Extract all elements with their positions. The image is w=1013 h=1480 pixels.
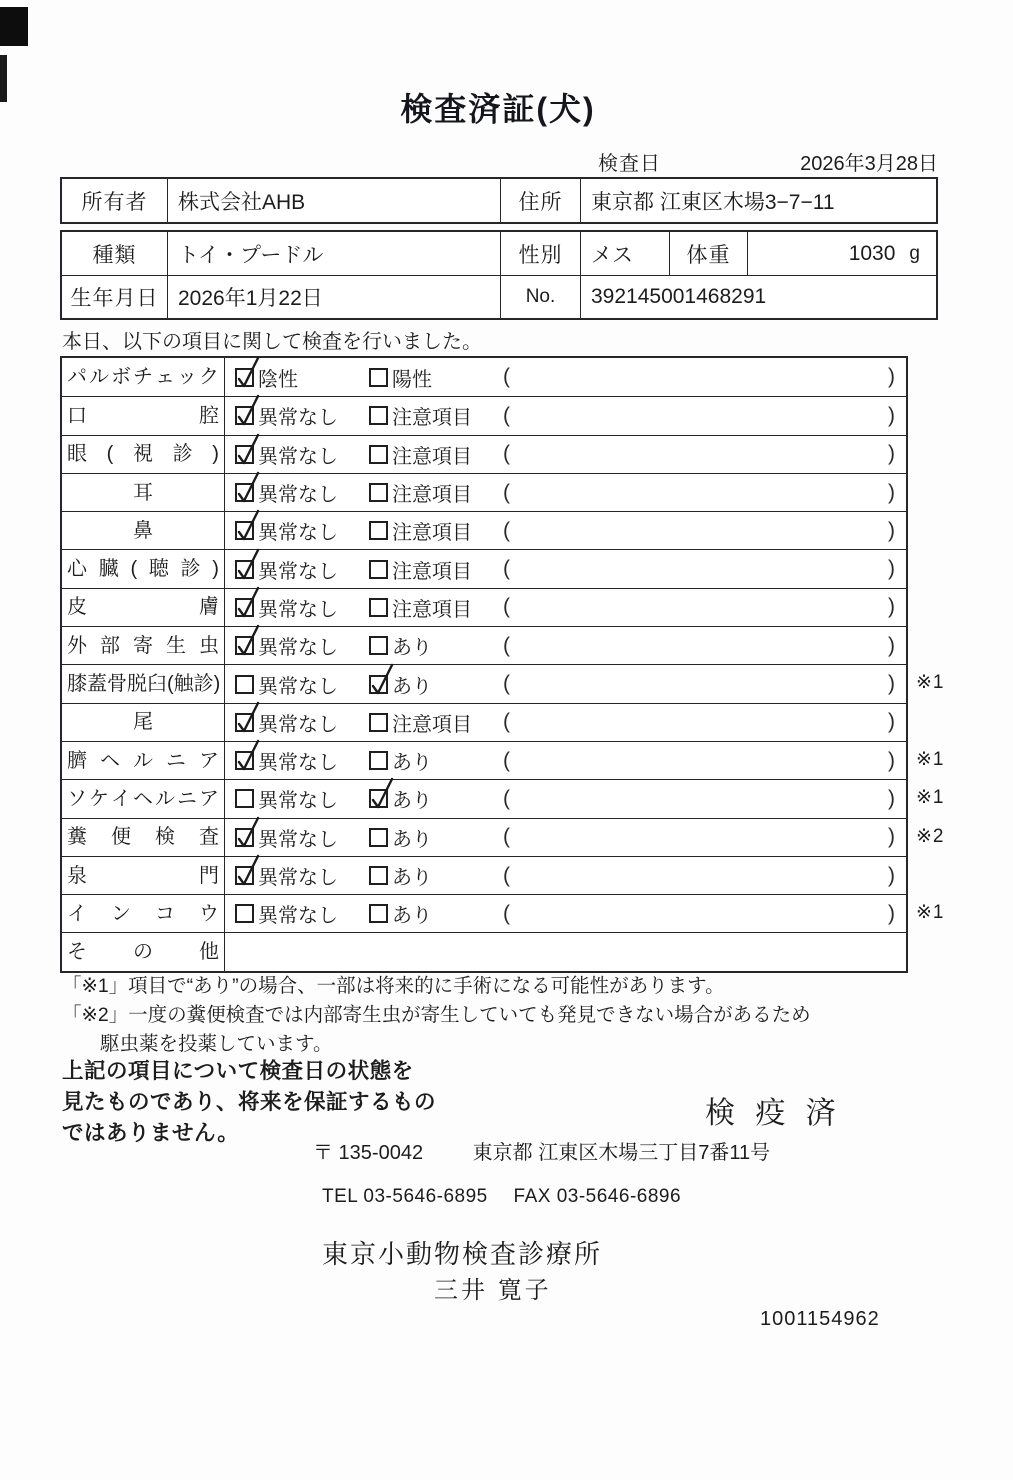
paren-open: ( [503,442,510,466]
option-normal [235,627,338,664]
option-normal [235,512,338,549]
paren-open: ( [503,365,510,389]
option-abnormal [369,512,472,549]
option-normal [235,474,338,511]
clinic-address: 東京都 江東区木場三丁目7番11号 [472,1142,771,1164]
inspection-item-result [225,819,906,856]
inspection-table [60,356,908,973]
inspection-row [62,511,906,549]
inspection-item-result [225,665,906,702]
option-label: あり [392,905,432,928]
checkbox[interactable] [235,866,254,885]
inspection-item-label: ソ ケ イ ヘ ル ニ ア [62,780,225,817]
inspection-item-result [225,512,906,549]
checkbox[interactable] [369,445,388,464]
option-abnormal [369,780,432,817]
postal-code: 〒 135-0042 [313,1142,424,1164]
inspection-item-label: 臍 ヘ ル ニ ア [62,742,225,779]
checkbox[interactable] [235,713,254,732]
paren-close: ) [888,748,895,772]
inspection-row [62,818,906,856]
inspection-item-result [225,704,906,741]
checkbox[interactable] [235,675,254,694]
weight-value [747,232,936,275]
quarantine-stamp-text: 検 疫 済 [705,1097,842,1130]
paren-open: ( [503,863,510,887]
inspection-item-result [225,627,906,664]
checkbox[interactable] [369,598,388,617]
inspection-item-label: 眼 ( 視 診 ) [62,436,225,473]
option-label: 異常なし [258,598,338,621]
inspection-item-label: 皮 膚 [62,589,225,626]
footnote-marker: ※1 [916,749,945,770]
paren-close: ) [888,672,895,696]
inspection-item-label: 耳 [62,474,225,511]
paren-open: ( [503,595,510,619]
option-label: あり [392,637,432,660]
checkbox[interactable] [369,789,388,808]
option-normal [235,665,338,702]
inspection-item-label: 口 腔 [62,397,225,434]
option-abnormal [369,589,472,626]
paren-open: ( [503,710,510,734]
option-normal [235,857,338,894]
inspection-item-result [225,933,906,970]
option-label: 注意項目 [392,445,472,468]
option-abnormal [369,704,472,741]
paren-close: ) [888,825,895,849]
pet-table [60,230,938,320]
serial-number: 1001154962 [760,1308,880,1330]
inspection-row [62,396,906,434]
checkbox[interactable] [235,560,254,579]
inspection-row [62,856,906,894]
option-label: 異常なし [258,407,338,430]
scan-artifact-mark [0,7,28,46]
owner-value: 株式会社AHB [167,179,500,222]
inspection-item-result [225,857,906,894]
checkbox[interactable] [235,406,254,425]
inspection-date-label: 検査日 [598,153,661,175]
address-label: 住所 [500,179,580,222]
inspection-row [62,549,906,587]
inspection-item-result [225,895,906,932]
checkbox[interactable] [235,636,254,655]
option-abnormal [369,358,432,396]
paren-close: ) [888,786,895,810]
checkbox[interactable] [235,904,254,923]
option-label: あり [392,675,432,698]
option-abnormal [369,742,432,779]
inspection-row [62,741,906,779]
option-abnormal [369,665,432,702]
option-abnormal [369,474,472,511]
inspection-row [62,932,906,970]
checkbox[interactable] [235,521,254,540]
footnotes [62,972,811,1059]
registration-no-value: 392145001468291 [580,276,936,318]
option-label: 異常なし [258,752,338,775]
option-normal [235,358,298,396]
option-label: 陽性 [392,368,432,391]
inspection-date-value: 2026年3月28日 [800,153,938,175]
sex-label: 性別 [500,232,580,275]
option-label: 異常なし [258,675,338,698]
checkbox[interactable] [369,828,388,847]
inspection-item-label: 心 臓 ( 聴 診 ) [62,550,225,587]
option-abnormal [369,895,432,932]
footnote-marker: ※1 [916,787,945,809]
clinic-postal-line [313,1136,770,1165]
paren-close: ) [888,365,895,389]
option-label: 異常なし [258,445,338,468]
footnote-2: 「※2」一度の糞便検査では内部寄生虫が寄生していても発見できない場合があるため [62,1004,811,1026]
option-label: 注意項目 [392,560,472,583]
inspection-item-result [225,550,906,587]
paren-close: ) [888,480,895,504]
checkbox[interactable] [235,368,254,387]
paren-close: ) [888,557,895,581]
inspection-item-label: 鼻 [62,512,225,549]
option-label: 異常なし [258,484,338,507]
option-abnormal [369,436,472,473]
clinic-name: 東京小動物検査診療所 [322,1239,603,1269]
clinic-tel-line [322,1186,681,1208]
checkbox[interactable] [235,751,254,770]
paren-close: ) [888,710,895,734]
inspection-row [62,626,906,664]
footnote-marker: ※1 [916,672,945,694]
breed-label: 種類 [92,243,137,267]
checkbox[interactable] [235,598,254,617]
inspection-item-result [225,589,906,626]
owner-table [60,177,938,224]
inspection-row [62,894,906,932]
checkbox[interactable] [369,560,388,579]
inspection-row [62,703,906,741]
footnote-2-continued: 駆虫薬を投薬しています。 [100,1033,333,1055]
paren-close: ) [888,442,895,466]
inspection-item-label: イ ン コ ウ [62,895,225,932]
inspection-row [62,664,906,702]
checkbox[interactable] [369,904,388,923]
paren-open: ( [503,748,510,772]
option-label: 注意項目 [392,484,472,507]
option-normal [235,780,338,817]
inspection-row [62,779,906,817]
inspection-item-label: 外 部 寄 生 虫 [62,627,225,664]
option-label: 異常なし [258,637,338,660]
paren-open: ( [503,518,510,542]
option-normal [235,589,338,626]
option-label: 注意項目 [392,713,472,736]
option-label: 異常なし [258,522,338,545]
address-value: 東京都 江東区木場3−7−11 [580,179,936,222]
inspection-item-result [225,397,906,434]
option-abnormal [369,397,472,434]
option-abnormal [369,857,432,894]
option-label: あり [392,752,432,775]
inspection-item-label: 尾 [62,704,225,741]
inspection-row [62,358,906,396]
dob-value: 2026年1月22日 [167,276,500,318]
disclaimer-line-1: 上記の項目について検査日の状態を [62,1059,414,1083]
checkbox[interactable] [369,368,388,387]
page-title: 検査済証(犬) [400,91,596,127]
disclaimer-line-2: 見たものであり、将来を保証するもの [62,1090,437,1114]
inspection-item-label: パ ル ボ チ ェ ッ ク [62,358,225,396]
option-normal [235,704,338,741]
option-label: 異常なし [258,560,338,583]
option-label: あり [392,828,432,851]
inspection-item-result [225,780,906,817]
option-normal [235,397,338,434]
paren-open: ( [503,901,510,925]
inspection-item-label: 糞 便 検 査 [62,819,225,856]
sex-value: メス [580,232,669,275]
option-label: 異常なし [258,905,338,928]
option-label: あり [392,867,432,889]
weight-number: 1030 [848,241,896,265]
checkbox[interactable] [369,636,388,655]
checkbox[interactable] [235,483,254,502]
option-abnormal [369,627,432,664]
footnote-1: 「※1」項目で“あり”の場合、一部は将来的に手術になる可能性があります。 [62,975,725,997]
paren-close: ) [888,901,895,925]
weight-label: 体重 [669,232,747,275]
veterinarian-name: 三井 寛子 [434,1277,552,1304]
inspection-row [62,588,906,626]
inspection-item-result [225,358,906,396]
option-abnormal [369,550,472,587]
inspection-row [62,473,906,511]
inspection-item-label: 泉 門 [62,857,225,894]
clinic-tel: TEL 03-5646-6895 [322,1186,488,1207]
option-normal [235,895,338,932]
paren-open: ( [503,672,510,696]
option-label: 陰性 [258,368,298,391]
checkbox[interactable] [235,828,254,847]
option-abnormal [369,819,432,856]
paren-open: ( [503,557,510,581]
inspection-item-label: そ の 他 [62,933,225,970]
inspection-item-label: 膝 蓋 骨 脱 臼 ( 触 診 ) [62,665,225,702]
option-normal [235,550,338,587]
paren-close: ) [888,633,895,657]
paren-close: ) [888,518,895,542]
inspection-item-result [225,436,906,473]
option-normal [235,819,338,856]
paren-open: ( [503,480,510,504]
checkbox[interactable] [369,521,388,540]
paren-close: ) [888,403,895,427]
inspection-item-result [225,474,906,511]
checkbox[interactable] [369,483,388,502]
option-normal [235,436,338,473]
inspection-row [62,435,906,473]
option-label: 異常なし [258,713,338,736]
breed-value: トイ・プードル [167,232,500,275]
dob-label: 生年月日 [70,287,159,310]
clinic-fax: FAX 03-5646-6896 [513,1186,682,1207]
paren-open: ( [503,403,510,427]
option-normal [235,742,338,779]
option-label: あり [392,790,432,813]
option-label: 異常なし [258,790,338,813]
paren-open: ( [503,633,510,657]
checkbox[interactable] [369,675,388,694]
owner-label: 所有者 [81,190,148,214]
option-label: 注意項目 [392,522,472,545]
disclaimer-line-3: ではありません。 [62,1121,240,1145]
paren-close: ) [888,595,895,619]
checkbox[interactable] [369,713,388,732]
checkbox[interactable] [235,445,254,464]
option-label: 注意項目 [392,598,472,621]
paren-open: ( [503,786,510,810]
registration-no-label: No. [500,276,580,318]
inspection-item-result [225,742,906,779]
paren-open: ( [503,825,510,849]
checkbox[interactable] [369,751,388,770]
footnote-marker: ※2 [916,825,945,847]
paren-close: ) [888,863,895,887]
intro-text: 本日、以下の項目に関して検査を行いました。 [62,331,482,353]
footnote-marker: ※1 [916,902,945,924]
option-label: 注意項目 [392,407,472,430]
option-label: 異常なし [258,828,338,851]
option-label: 異常なし [258,867,338,889]
checkbox[interactable] [235,789,254,808]
checkbox[interactable] [369,866,388,885]
weight-unit: g [909,242,920,264]
checkbox[interactable] [369,406,388,425]
